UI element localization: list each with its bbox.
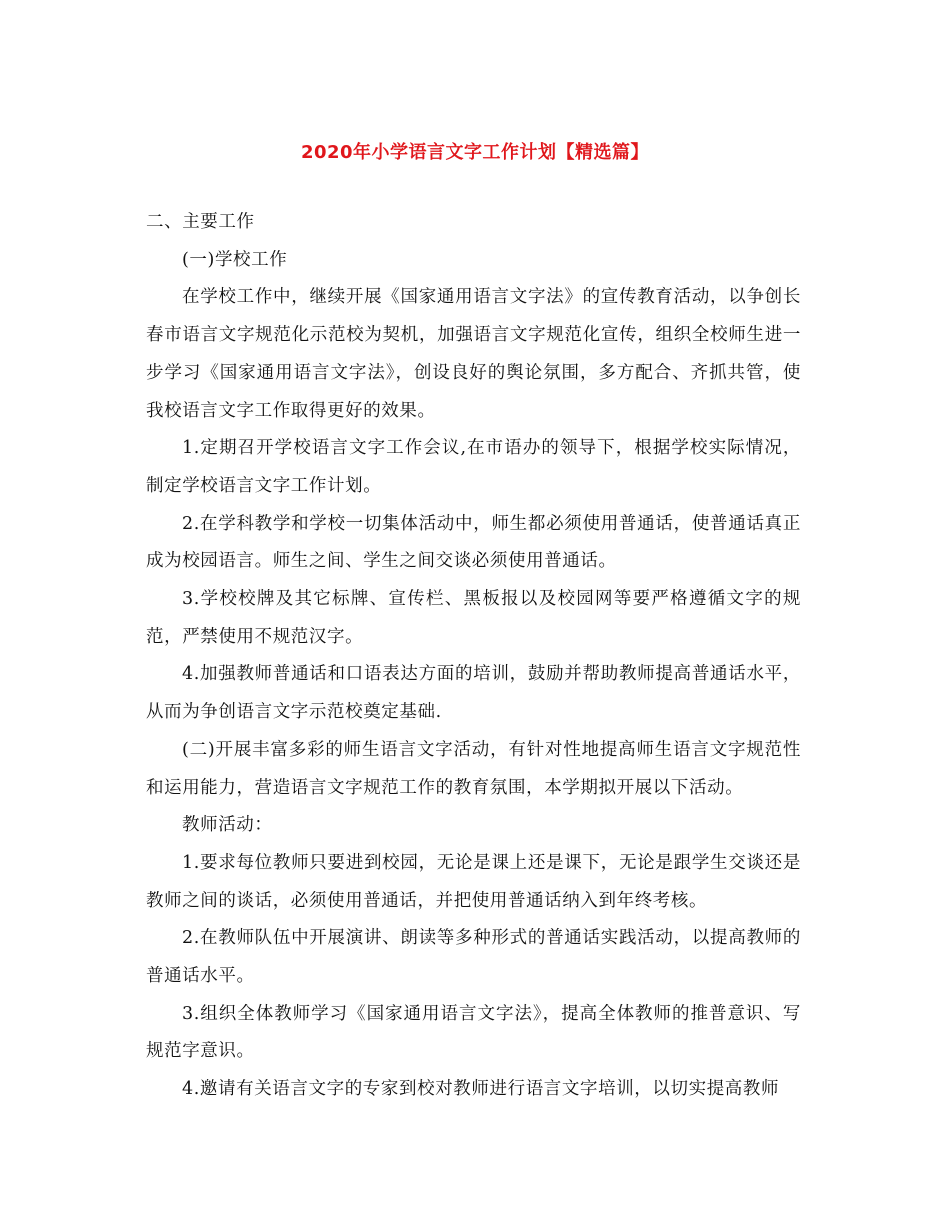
list-item: 1.要求每位教师只要进到校园，无论是课上还是课下，无论是跟学生交谈还是教师之间的谈话，必须使用普通话，并把使用普通话纳入到年终考核。 [146,852,801,911]
document-title: 2020年小学语言文字工作计划【精选篇】 [300,142,650,163]
subsection-heading: (一)学校工作 [182,249,288,270]
list-item: 4.加强教师普通话和口语表达方面的培训，鼓励并帮助教师提高普通话水平，从而为争创语言文字示范校奠定基础. [146,664,801,723]
list-item: 2.在学科教学和学校一切集体活动中，师生都必须使用普通话，使普通话真正成为校园语言。师生之间、学生之间交谈必须使用普通话。 [146,513,801,572]
subsection-paragraph: (二)开展丰富多彩的师生语言文字活动，有针对性地提高师生语言文字规范性和运用能力，营造语言文字规范工作的教育氛围，本学期拟开展以下活动。 [146,739,801,798]
list-item: 2.在教师队伍中开展演讲、朗读等多种形式的普通话实践活动，以提高教师的普通话水平。 [146,928,801,987]
list-item: 3.学校校牌及其它标牌、宣传栏、黑板报以及校园网等要严格遵循文字的规范，严禁使用不规范汉字。 [146,589,801,647]
subheading: 教师活动： [182,815,273,836]
list-item: 1.定期召开学校语言文字工作会议,在市语办的领导下，根据学校实际情况，制定学校语言文字工作计划。 [146,438,801,496]
document-body [146,204,801,1109]
list-item: 3.组织全体教师学习《国家通用语言文字法》，提高全体教师的推普意识、写规范字意识。 [146,1003,801,1062]
paragraph: 在学校工作中，继续开展《国家通用语言文字法》的宣传教育活动，以争创长春市语言文字规范化示范校为契机，加强语言文字规范化宣传，组织全校师生进一步学习《国家通用语言文字法》，创设良好的舆论氛围，多方配合、齐抓共管，使我校语言文字工作取得更好的效果。 [146,287,801,421]
list-item: 4.邀请有关语言文字的专家到校对教师进行语言文字培训，以切实提高教师 [182,1079,780,1100]
section-heading: 二、主要工作 [146,212,255,232]
